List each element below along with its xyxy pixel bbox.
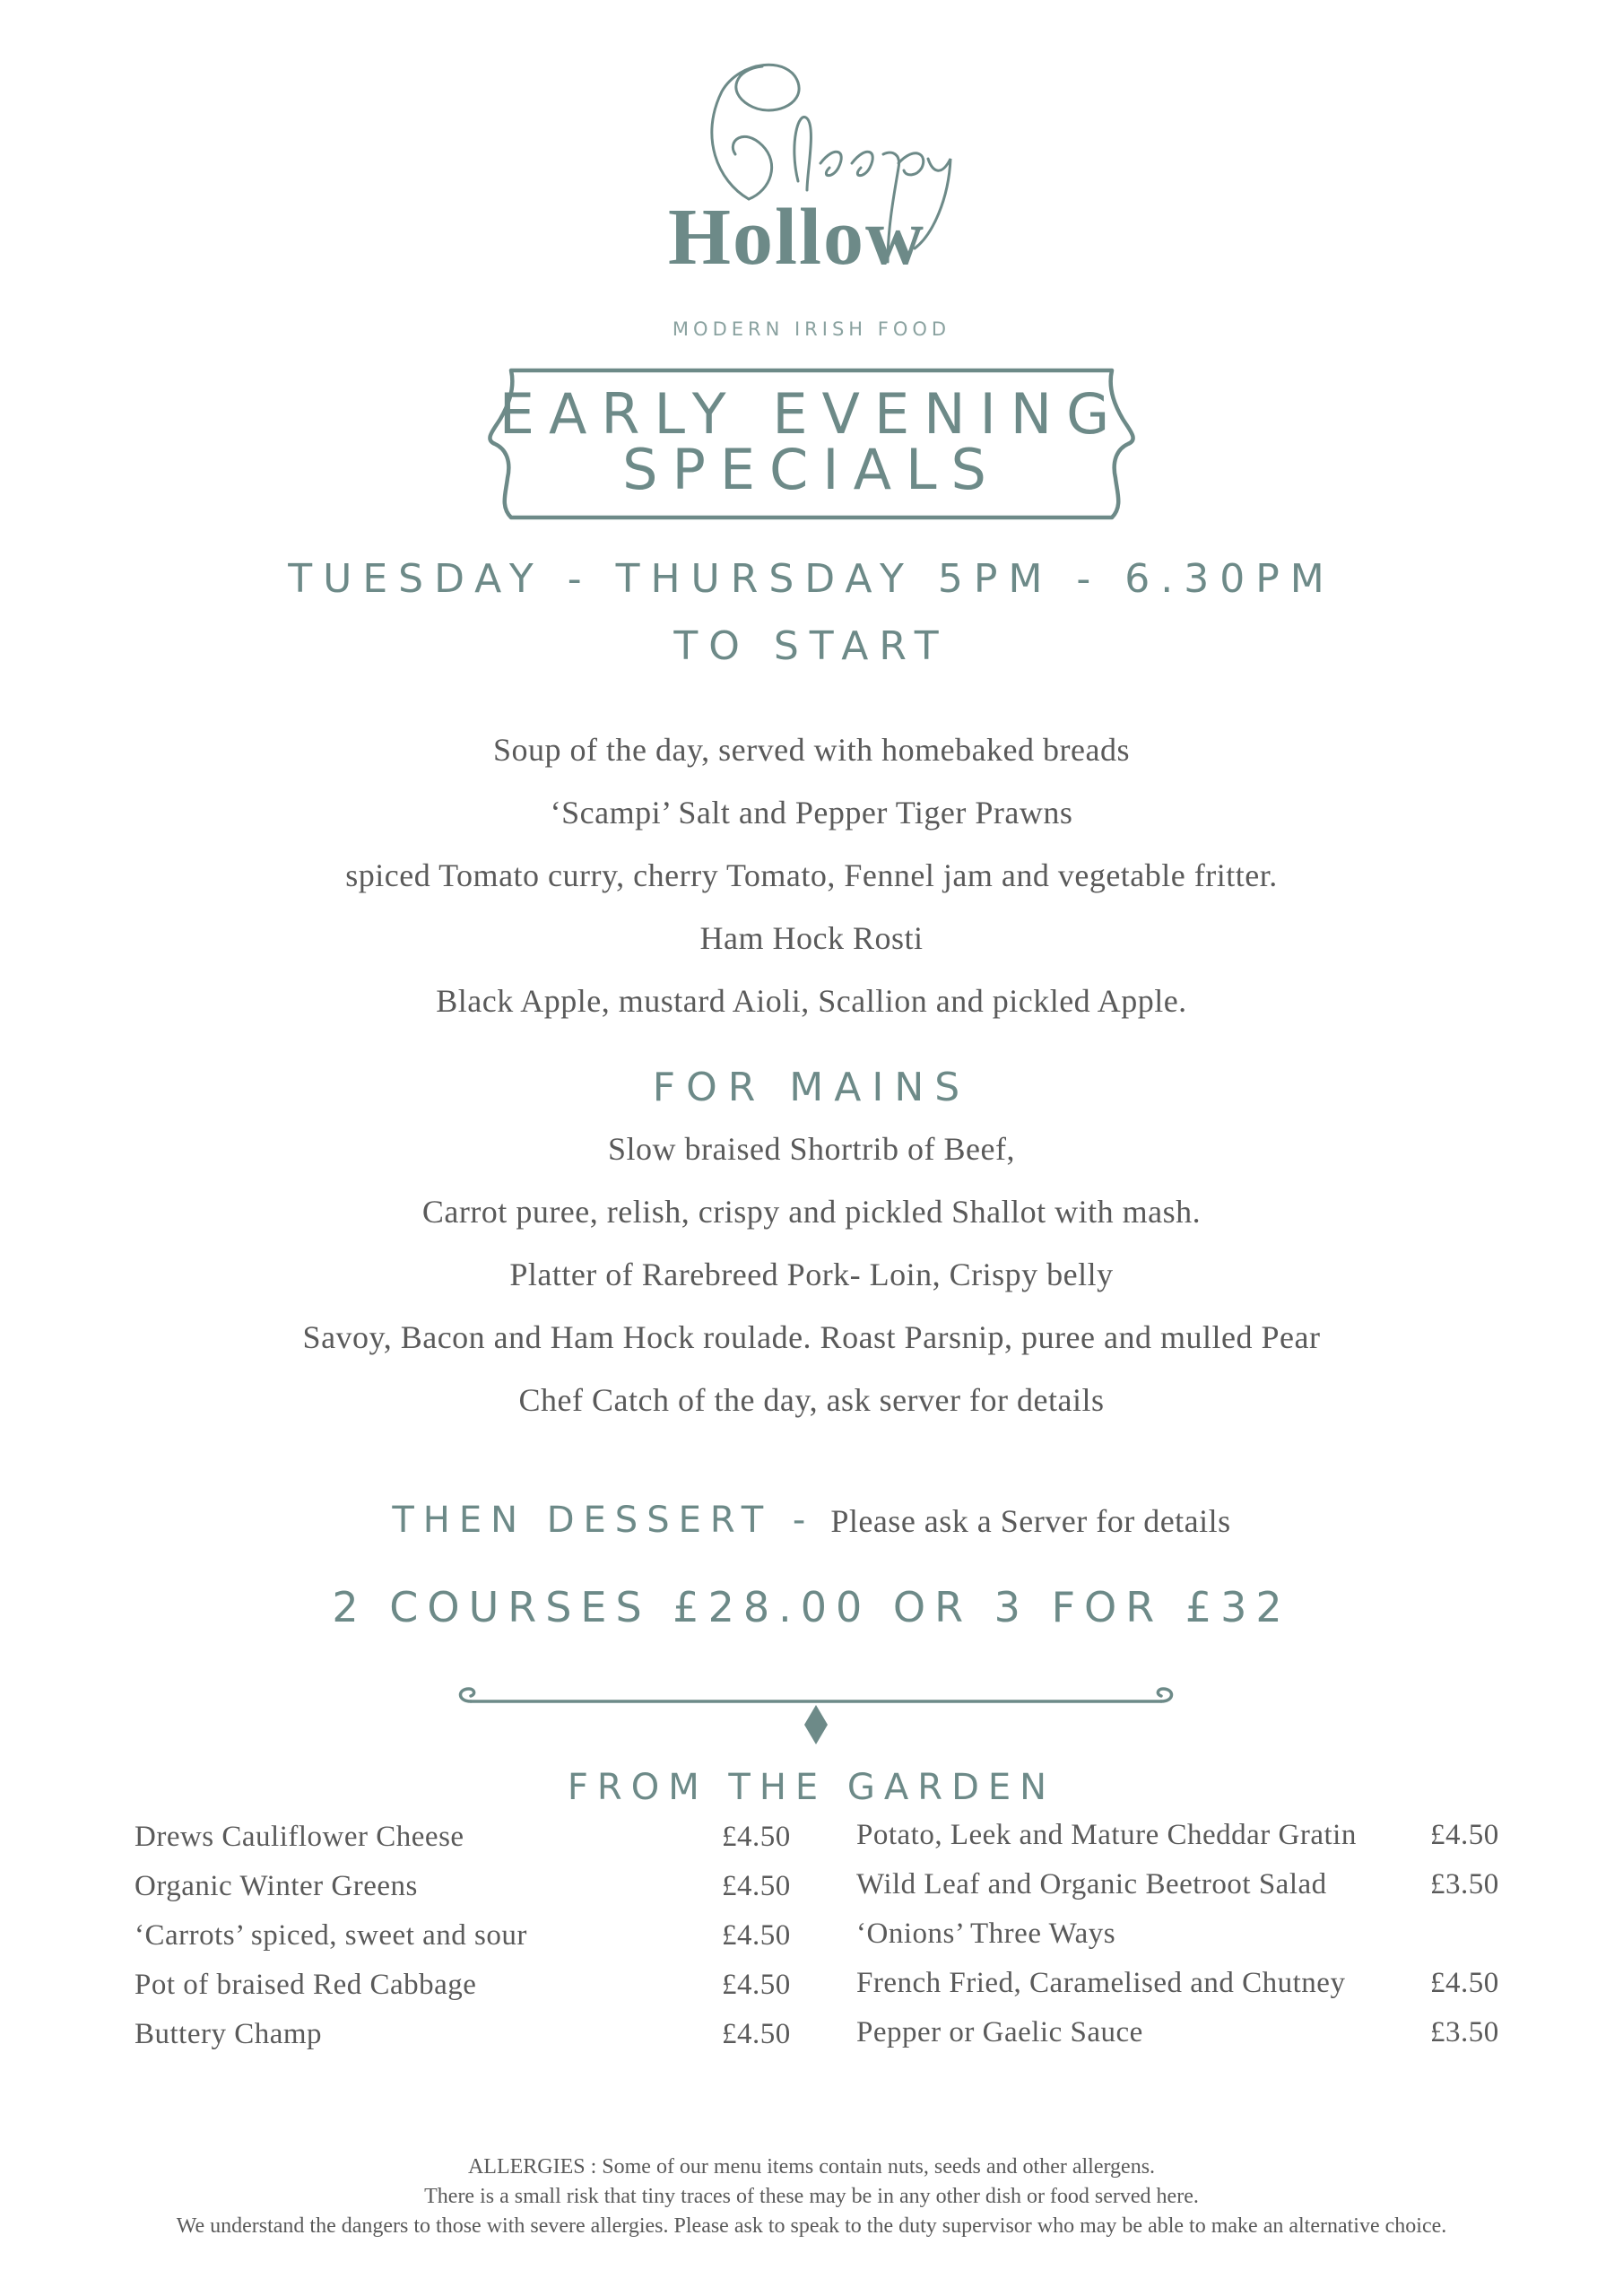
divider-ornament (453, 1682, 1179, 1753)
garden-item: Organic Winter Greens £4.50 (135, 1870, 791, 1902)
brand-name: Hollow (668, 193, 926, 282)
main-item: Slow braised Shortrib of Beef, (608, 1131, 1015, 1167)
banner-line-2: SPECIALS (622, 437, 1001, 502)
sleepy-hollow-logo (664, 56, 968, 289)
dessert-line (0, 1500, 1623, 1541)
banner-line-1: EARLY EVENING (499, 381, 1124, 447)
starter-item: Ham Hock Rosti (699, 920, 924, 956)
garden-item: French Fried, Caramelised and Chutney £4.50 (856, 1967, 1499, 1999)
starter-item: Black Apple, mustard Aioli, Scallion and pickled Apple. (436, 983, 1187, 1019)
garden-item: ‘Onions’ Three Ways (856, 1918, 1116, 1950)
tagline: MODERN IRISH FOOD (672, 318, 951, 340)
allergy-notice-line-2: There is a small risk that tiny traces of these may be in any other dish or food served here. (424, 2185, 1199, 2208)
dessert-note: Please ask a Server for details (830, 1503, 1231, 1539)
main-item: Chef Catch of the day, ask server for details (518, 1382, 1105, 1418)
main-item: Platter of Rarebreed Pork- Loin, Crispy belly (509, 1257, 1114, 1292)
garden-item: Drews Cauliflower Cheese £4.50 (135, 1821, 791, 1853)
allergy-notice-line-3: We understand the dangers to those with severe allergies. Please ask to speak to the duty supervisor who may be able to make an alternative choice. (176, 2214, 1447, 2238)
main-item: Savoy, Bacon and Ham Hock roulade. Roast Parsnip, puree and mulled Pear (302, 1319, 1321, 1355)
garden-left-column (135, 1821, 807, 2067)
garden-item: Pepper or Gaelic Sauce £3.50 (856, 2016, 1499, 2048)
main-item: Carrot puree, relish, crispy and pickled Shallot with mash. (421, 1194, 1202, 1230)
garden-item: Potato, Leek and Mature Cheddar Gratin £4.50 (856, 1819, 1499, 1851)
starter-item: spiced Tomato curry, cherry Tomato, Fennel jam and vegetable fritter. (345, 857, 1278, 893)
allergy-notice-line-1: ALLERGIES : Some of our menu items contain nuts, seeds and other allergens. (467, 2155, 1156, 2179)
mains-heading: FOR MAINS (652, 1065, 971, 1110)
garden-item: Wild Leaf and Organic Beetroot Salad £3.50 (856, 1868, 1499, 1900)
garden-item: ‘Carrots’ spiced, sweet and sour £4.50 (135, 1919, 791, 1952)
pricing: 2 COURSES £28.00 OR 3 FOR £32 (332, 1583, 1291, 1631)
starters-heading: TO START (673, 623, 950, 669)
starter-item: Soup of the day, served with homebaked breads (493, 732, 1130, 768)
schedule: TUESDAY - THURSDAY 5PM - 6.30PM (288, 556, 1335, 602)
starter-item: ‘Scampi’ Salt and Pepper Tiger Prawns (550, 795, 1073, 831)
garden-heading: FROM THE GARDEN (567, 1767, 1056, 1808)
garden-item: Buttery Champ £4.50 (135, 2018, 791, 2050)
garden-item: Pot of braised Red Cabbage £4.50 (135, 1969, 791, 2001)
dessert-heading: THEN DESSERT - (392, 1500, 815, 1541)
garden-right-column (856, 1819, 1520, 2066)
